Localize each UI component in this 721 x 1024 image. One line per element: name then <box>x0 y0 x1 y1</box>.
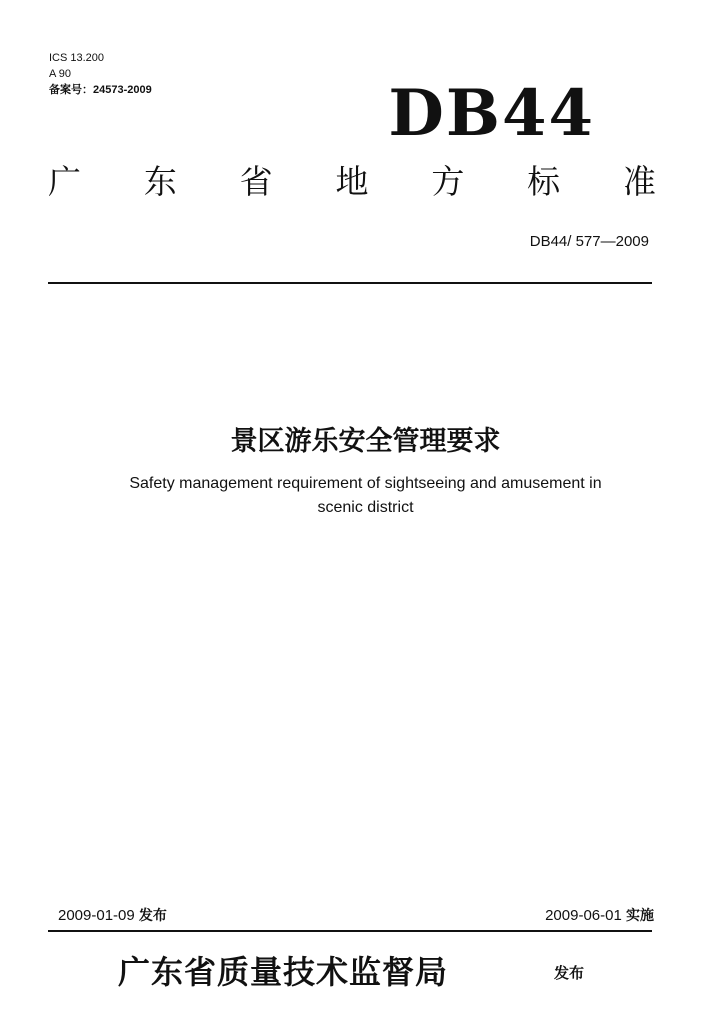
standard-type-char: 方 <box>431 162 465 201</box>
standard-type-char: 标 <box>527 162 561 201</box>
issuing-label: 发布 <box>554 964 585 982</box>
english-title-line-1: Safety management requirement of sightseeing and amusement in <box>129 475 602 492</box>
document-title-english <box>0 472 721 520</box>
standard-number: DB44/ 577—2009 <box>529 233 649 250</box>
issue-date: 2009-01-09 <box>58 907 135 924</box>
issue-label: 发布 <box>138 908 167 924</box>
bottom-divider <box>48 930 652 932</box>
date-row <box>58 906 654 926</box>
filing-number: 备案号：24573-2009 <box>49 84 152 96</box>
ics-code: ICS 13.200 <box>49 52 105 64</box>
standard-type-char: 省 <box>239 162 273 201</box>
standard-type-heading <box>48 162 656 202</box>
issuing-authority: 广东省质量技术监督局 <box>118 953 449 991</box>
top-divider <box>48 282 652 284</box>
implement-label: 实施 <box>626 908 654 924</box>
issue-date-group <box>58 906 167 926</box>
implement-date-group <box>545 906 654 926</box>
document-title-chinese: 景区游乐安全管理要求 <box>230 426 501 457</box>
implement-date: 2009-06-01 <box>545 907 622 924</box>
standard-logo-mark: DB44 <box>388 76 595 151</box>
english-title-line-2: scenic district <box>317 499 414 516</box>
standard-type-char: 广 <box>48 162 81 201</box>
standard-type-char: 东 <box>143 162 177 201</box>
standard-type-char: 地 <box>335 162 369 201</box>
header-metadata <box>49 50 152 98</box>
standard-type-char: 准 <box>622 162 656 201</box>
classification-code: A 90 <box>49 68 72 80</box>
